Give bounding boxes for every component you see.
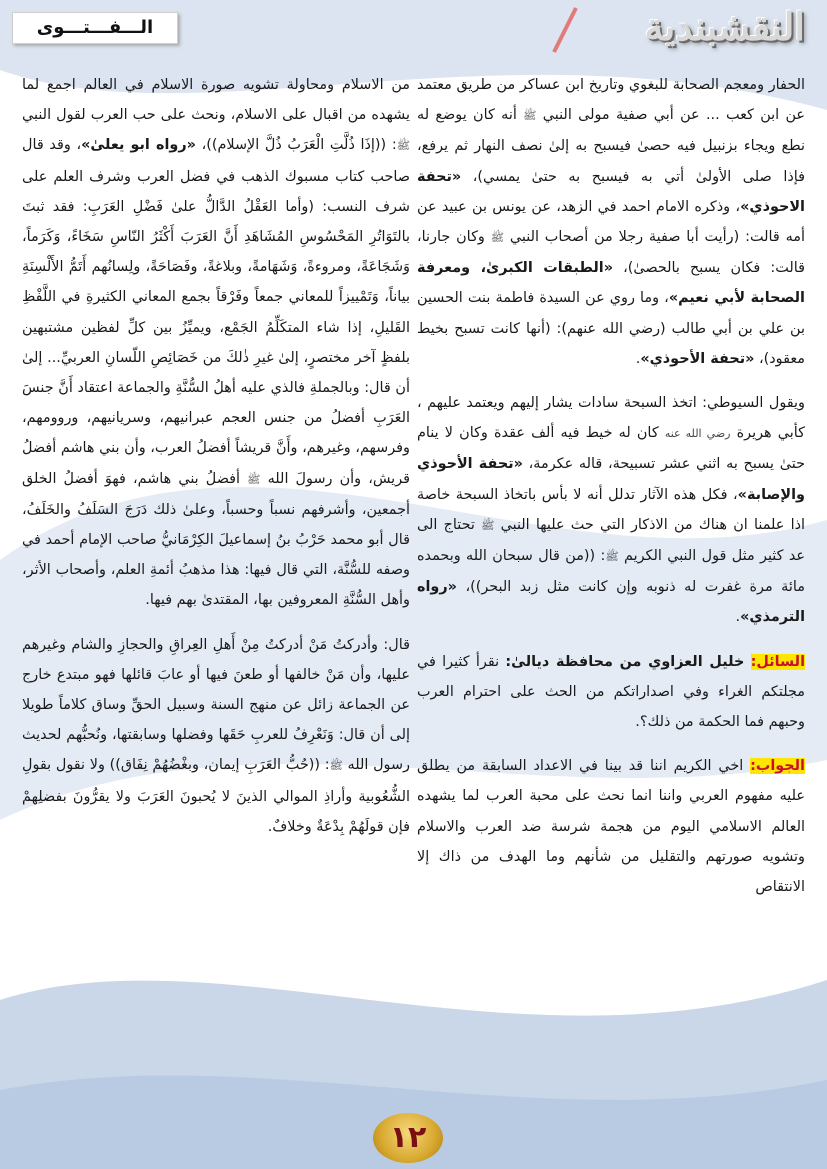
body-text: ، فكل هذه الآثار تدلل أنه لا بأس باتخاذ السبحة خاصة اذا علمنا ان هناك من الاذكار التي حث عليها النبي [417,486,805,533]
article-paragraph [417,70,805,374]
honorific-glyph: ﷺ [523,109,537,123]
question-answer-label: السائل: [750,653,805,670]
magazine-logo: النقشبندية [644,4,805,49]
section-title: الـــفـــتـــوى [12,12,178,44]
paragraph-gap [417,374,805,388]
honorific-glyph: ﷺ [605,550,619,564]
body-text: اخي الكريم اننا قد بينا في الاعداد السابقة من يطلق عليه مفهوم العربي واننا انما نحث على محبة العرب لما يشهده العالم الاسلامي اليوم من هجمة شرسة ضد العرب والاسلام وتشويه صورتهم والتقليل من شأنهم وما الهدف من ذاك إلا الانتقاص [417,758,805,896]
body-text: ويقول السيوطي: اتخذ السبحة سادات يشار إليهم ويعتمد عليهم ، كأبي هريرة [417,395,806,442]
article-paragraph [417,751,805,902]
article-paragraph [22,70,410,616]
paragraph-gap [417,737,805,751]
honorific-glyph: ﷺ [481,518,495,532]
body-text: وكان جارنا، قالت: فكان يسبح بالحصىٰ)، [417,229,805,277]
body-text: أفضلُ بني هاشم، فهوَ أفضلُ الخلق أجمعين، وأشرفهم نسباً وحسباً، وعلىٰ ذلك دَرَجَ السَلَفُ والخَلَفُ، قال أبو محمد حَرْبُ بنُ إسماعيلَ الكِرْمَانيُّ صاحب الإمام أحمد في وصفه للسُّنَّة، التي قال فيها: هذا مذهبُ أئمةِ العلم، وأصحاب الأثر، وأهل السُّنَّةِ المعروفين بها، المقتدىٰ بهم فيها. [22,470,410,609]
citation-text: «تحفة الأحوذي والإصابة» [417,456,805,503]
body-text: . [735,609,741,626]
honorific-glyph: ﷺ [490,231,505,245]
body-text: ، وما روي عن السيدة فاطمة بنت الحسين بن علي بن أبي طالب (رضي الله عنهم): (أنها كانت تسبح بخيط معقود)، [417,290,805,367]
body-text [744,654,750,670]
page-number-badge: ١٢ [373,1113,443,1163]
citation-text: «رواه ابو يعلىٰ» [81,137,196,154]
body-text: نقرأ كثيرا في مجلتكم الغراء وفي اصداراتكم من الحث على احترام العرب وحبهم فما الحكمة من ذلك؟. [417,653,805,731]
right-column [417,70,805,902]
body-text: الحفار ومعجم الصحابة للبغوي وتاريخ ابن عساكر من طريق معتمد عن ابن كعب ... عن أبي صفية مولى النبي [417,77,805,124]
body-text: . [635,350,641,367]
body-text: ، وذكره الامام احمد في الزهد، عن يونس بن عبيد عن أمه قالت: (رأيت أبا صفية رجلا من أصحاب النبي [417,198,805,246]
honorific-glyph: ﷺ [247,472,261,486]
body-text: : ((إذَا ذُلَّتِ الْعَرَبُ ذُلَّ الإسلام))، [195,137,397,154]
article-paragraph [22,630,410,842]
slash-divider-icon [548,4,582,56]
citation-text: «الطبقات الكبرىٰ، ومعرفة الصحابة لأبي نعيم» [417,260,805,307]
body-text: ، وقد قال صاحب كتاب مسبوك الذهب في فضل العرب وشرف العلم على شرف النسب: (وأما العَقْلُ الدَّالُّ علىٰ فَضْلِ العَرَبِ: فقد ثبتَ بالتَوَاتُرِ المَحْسُوسِ المُشَاهَدِ أَنَّ العَرَبَ أَكْثَرُ النّاسِ سَخَاءً، وَكَرَماً، وَشَجَاعَةً، ومروءةً، وَشَهَامةً، وبلاغةً، وفَصَاحَةً، ولِسانُهم أَتَمُّ الأَلْسِنَةِ بياناً، وَتَمْييزاً للمعاني جمعاً وفَرْقاً بجمع المعاني الكثيرةِ في اللَّفْظِ القَليلِ، إذا شاء المتكَلِّمُ الجَمْع، ويميِّزُ بين كلِّ لفظين مشتبهين بلفظٍ آخر مختصرٍ، إلىٰ غيرِ ذٰلكَ من خَصَائِصِ اللّسانِ العربيِّ... إلىٰ أن قال: وبالجملةِ فالذي عليه أهلُ السُّنَّةِ والجماعة اعتقاد أَنَّ جنسَ العَرَبِ أفضلُ من جنس العجم عبرانيهم، وسريانيهم، وروومهم، وفرسهم، وغيرهم، وأَنَّ قريشاً أفضلُ العرب، وأن بني هاشم أفضلُ قريش، وأن رسولَ الله [22,137,411,487]
citation-text: خليل العزاوي من محافظة ديالىٰ: [505,653,745,670]
page-header [0,0,827,62]
citation-text: «تحفة الأحوذي» [640,350,755,367]
paragraph-gap [417,633,805,647]
body-text: كان له خيط فيه ألف عقدة وكان لا ينام حتىٰ يسبح به اثني عشر تسبيحة، قاله عكرمة، [417,425,805,473]
body-text: : ((من قال سبحان الله وبحمده مائة مرة غفرت له ذنوبه وإن كانت مثل زبد البحر))، [417,548,805,596]
body-text: : ((حُبُّ العَرَبِ إيمان، وبغْضُهُمْ نِفَاق)) ولا نقول بقولِ الشُّعُوبية وأراذِ الموالي الذينَ لا يُحبونَ العَرَبَ ولا يقرُّونَ بفضلِهمْ فإن قولَهُمْ بِدْعَةٌ وخلافٌ. [22,757,410,835]
body-text: قال: وأدركتُ مَنْ أدركتُ مِنْ أَهلِ العِراقِ والحجازِ والشام وغيرهم عليها، وأن مَنْ خالفها أو طعنَ فيها أو عابَ قائلها فهو مبتدع خارج عن الجماعة زائل عن منهج السنة وسبيل الحقِّ وساق كلاماً طويلا إلى أن قال: وَنَعْرِفُ للعربِ حَقَها وفضلها وسابقتها، ونُحبُّهم لحديث رسول الله [22,636,410,774]
paragraph-gap [22,616,410,630]
body-text: أنه كان يوضع له نطع ويجاء بزنبيل فيه حصىٰ فيسبح به إلىٰ نصف النهار ثم يرفع، فإذا صلى الأولىٰ أتي به فيسبح به حتىٰ يمسي)، [417,107,805,185]
honorific-glyph: رضي الله عنه [664,427,731,441]
question-answer-label: الجواب: [750,758,805,775]
body-text: من الاسلام ومحاولة تشويه صورة الاسلام في العالم اجمع لما يشهده من اقبال على الاسلام، ونحث على حب العرب لقول النبي [22,77,410,124]
body-text: تحتاج الى عد كثير مثل قول النبي الكريم [417,516,805,565]
citation-text: «تحفة الاحوذي» [417,168,805,215]
honorific-glyph: ﷺ [396,139,410,153]
article-paragraph [417,647,805,738]
honorific-glyph: ﷺ [329,759,343,773]
left-column [22,70,410,842]
article-paragraph [417,388,805,633]
citation-text: «رواه الترمذي» [417,579,805,626]
